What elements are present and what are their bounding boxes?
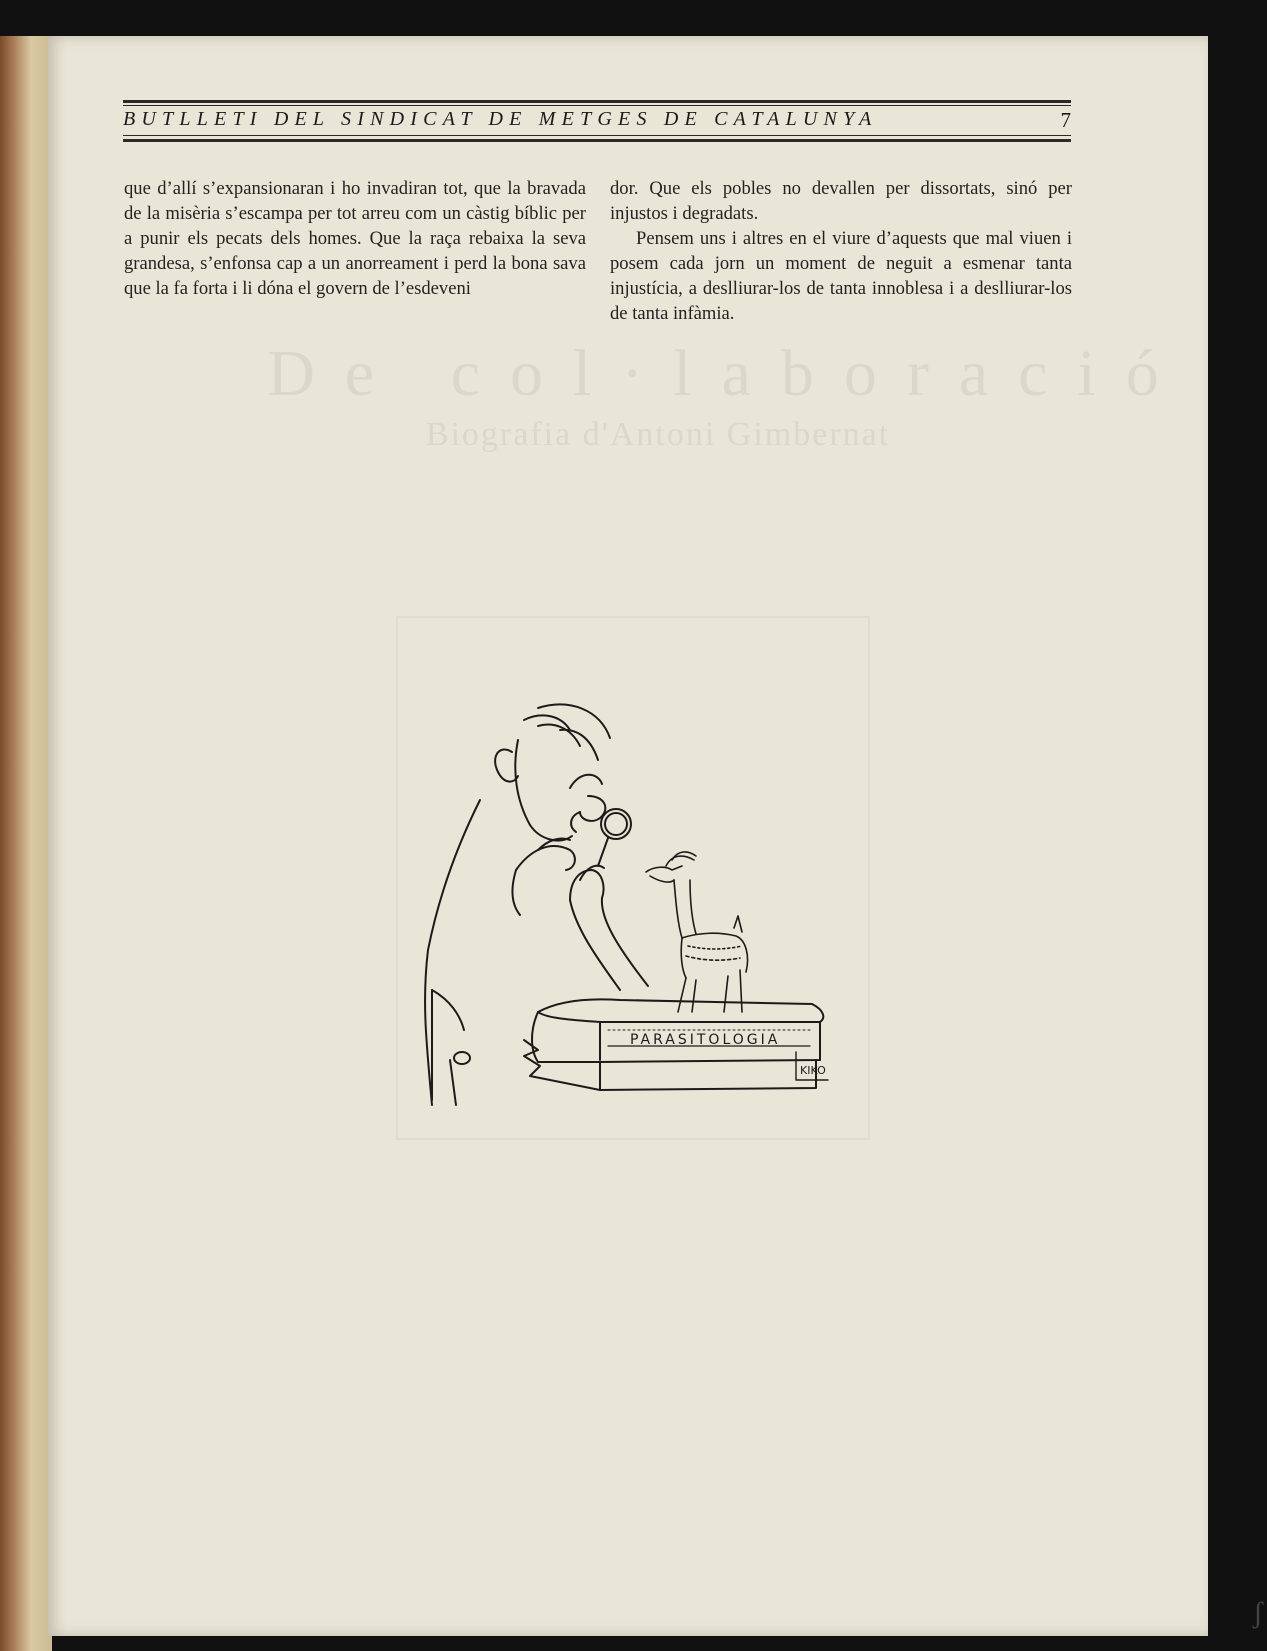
text-columns	[124, 176, 1072, 326]
caricature-illustration	[420, 700, 860, 1110]
page-edge-mark: ʃ	[1253, 1596, 1263, 1629]
header-rule-bottom	[123, 139, 1071, 142]
facing-page-edge	[0, 36, 52, 1651]
left-column	[124, 176, 586, 326]
header-rule-bottom-thin	[123, 135, 1071, 136]
header-rule-top-thin	[123, 105, 1071, 106]
header-rule-top	[123, 100, 1071, 103]
artist-signature: KIKO	[800, 1064, 826, 1077]
book-spine-label: PARASITOLOGIA	[630, 1032, 781, 1048]
show-through-subtitle: Biografia d'Antoni Gimbernat	[425, 416, 891, 453]
book-figure	[524, 999, 828, 1090]
man-figure	[425, 705, 648, 1105]
right-paragraph-2: Pensem uns i altres en el viure d’aquests que mal viuen i posem cada jorn un moment de neguit a esmenar tanta injustícia, a deslliurar-los de tanta innoblesa i a deslliurar-los de tanta infàmia.	[610, 228, 1072, 324]
goat-figure	[646, 852, 748, 1012]
left-paragraph: que d’allí s’expansionaran i ho invadiran tot, que la bravada de la misèria s’escampa per tot arreu com un càstig bíblic per a punir els pecats dels homes. Que la raça rebaixa la seva grandesa, s’enfonsa cap a un anorreament i perd la bona sava que la fa forta i li dóna el govern de l’esdeveni	[124, 178, 586, 299]
right-paragraph-1: dor. Que els pobles no devallen per dissortats, sinó per injustos i degradats.	[610, 178, 1072, 224]
journal-title: BUTLLETI DEL SINDICAT DE METGES DE CATALUNYA	[123, 108, 878, 130]
show-through-title: De col·laboració	[267, 337, 1189, 410]
document-page	[48, 36, 1263, 1636]
page-number: 7	[1060, 108, 1071, 132]
right-column	[610, 176, 1072, 326]
running-header	[123, 100, 1071, 154]
